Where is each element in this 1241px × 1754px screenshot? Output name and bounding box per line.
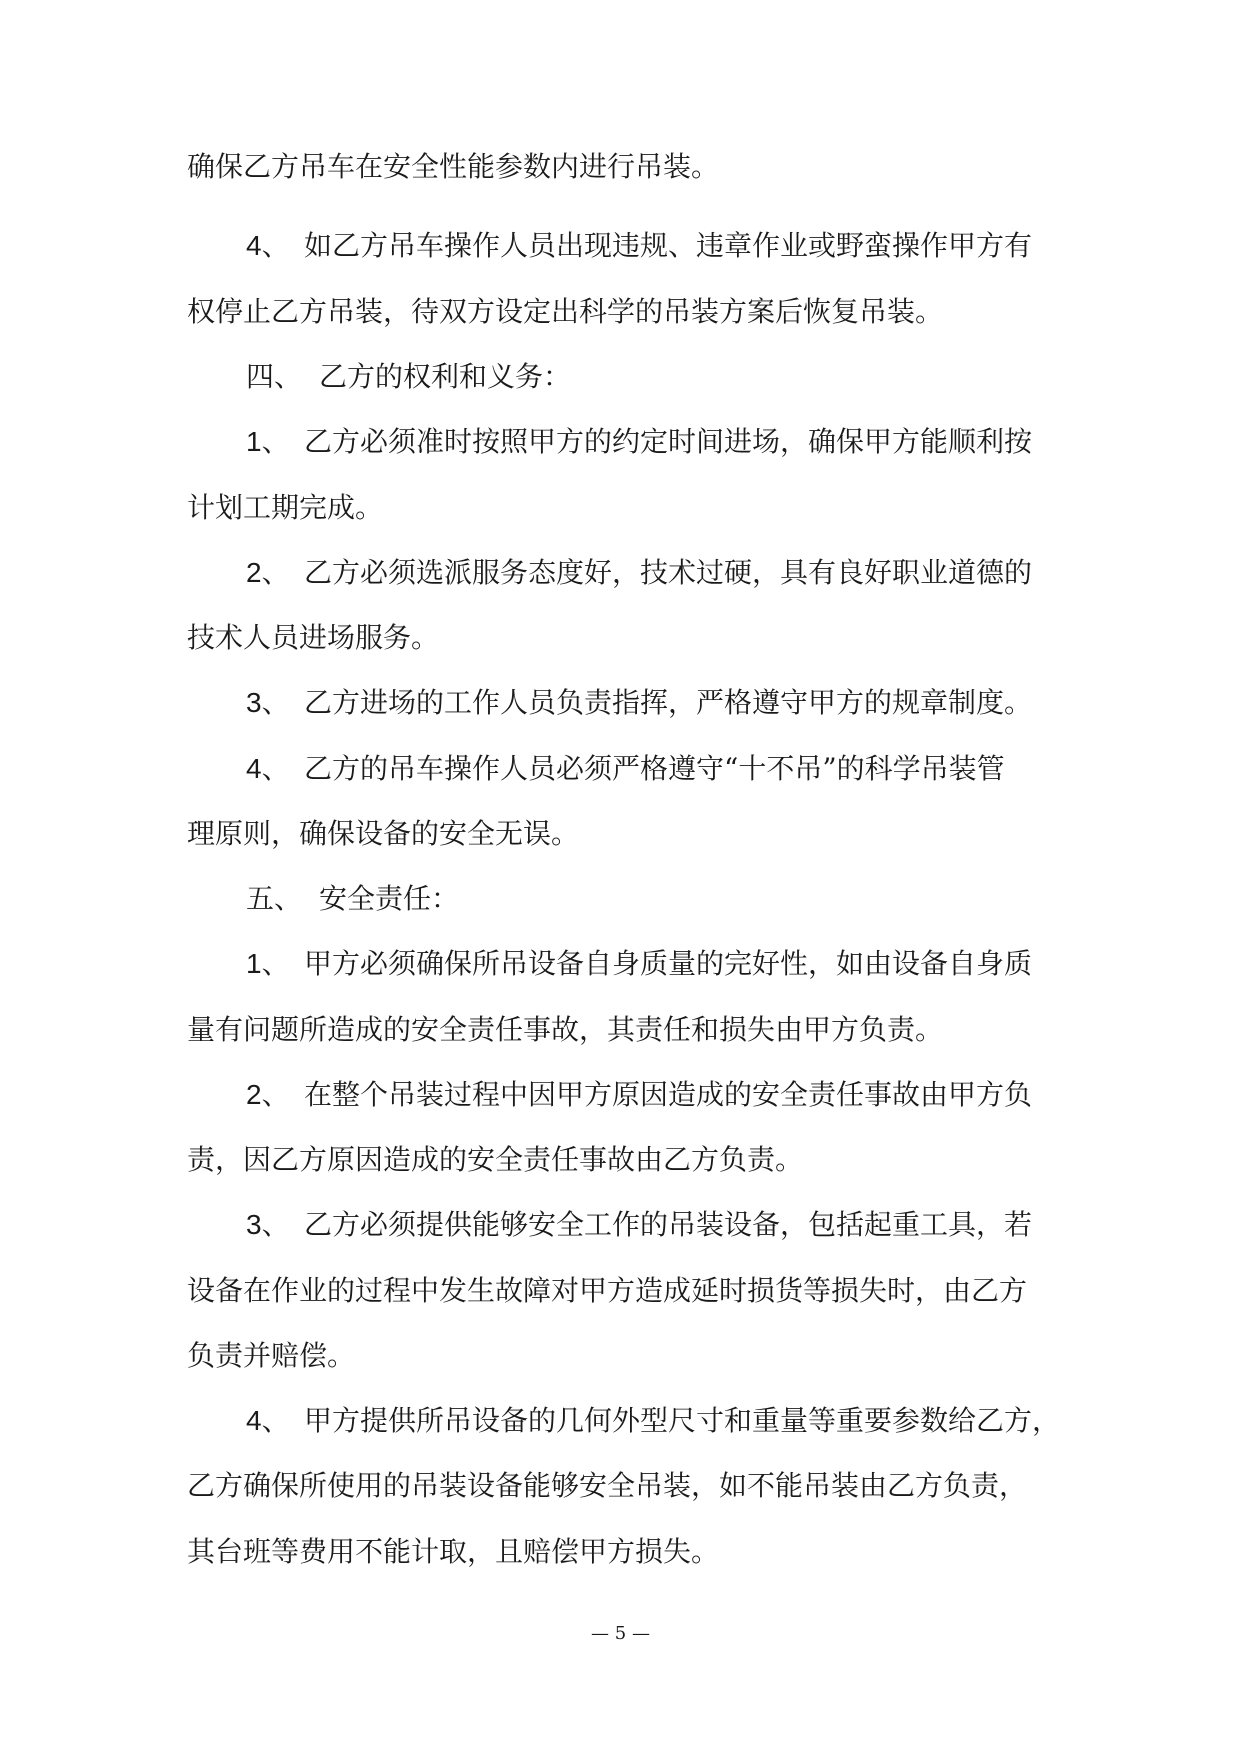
line-text: 其台班等费用不能计取，且赔偿甲方损失。 <box>187 1535 720 1568</box>
line-text: 如乙方吊车操作人员出现违规、违章作业或野蛮操作甲方有 <box>304 229 1033 262</box>
line-text: 权停止乙方吊装，待双方设定出科学的吊装方案后恢复吊装。 <box>187 295 944 328</box>
item-number: 2、 <box>246 1079 290 1110</box>
text-line <box>187 490 383 526</box>
numbered-item <box>246 555 1032 591</box>
numbered-item <box>246 1207 1032 1243</box>
line-text: 量有问题所造成的安全责任事故，其责任和损失由甲方负责。 <box>187 1013 944 1046</box>
text-line <box>187 1142 803 1178</box>
text-line <box>187 1273 1027 1309</box>
text-line <box>187 1012 943 1048</box>
numbered-item <box>246 1077 1032 1113</box>
line-text: 乙方的吊车操作人员必须严格遵守“十不吊”的科学吊装管 <box>304 752 1005 785</box>
text-line <box>187 1338 355 1374</box>
line-text: 乙方必须选派服务态度好，技术过硬，具有良好职业道德的 <box>304 556 1033 589</box>
line-text: 在整个吊装过程中因甲方原因造成的安全责任事故由甲方负 <box>304 1078 1033 1111</box>
line-text: 计划工期完成。 <box>187 491 384 524</box>
numbered-item <box>246 228 1032 264</box>
item-number: 3、 <box>246 1209 290 1240</box>
text-line <box>187 294 943 330</box>
item-number: 1、 <box>246 426 290 457</box>
line-text: 设备在作业的过程中发生故障对甲方造成延时损货等损失时，由乙方 <box>187 1274 1028 1307</box>
section-number: 四、 <box>246 360 303 393</box>
item-number: 4、 <box>246 1405 290 1436</box>
item-number: 4、 <box>246 753 290 784</box>
text-line <box>187 1468 1027 1504</box>
line-text: 责，因乙方原因造成的安全责任事故由乙方负责。 <box>187 1143 804 1176</box>
text-line <box>187 1534 719 1570</box>
section-title: 乙方的权利和义务： <box>319 360 572 393</box>
numbered-item <box>246 946 1032 982</box>
text-line <box>187 620 439 656</box>
text-line <box>187 149 719 185</box>
line-text: 甲方必须确保所吊设备自身质量的完好性，如由设备自身质 <box>304 947 1033 980</box>
line-text: 乙方必须准时按照甲方的约定时间进场，确保甲方能顺利按 <box>304 425 1033 458</box>
page-number: — 5 — <box>591 1623 650 1644</box>
section-heading <box>246 359 571 395</box>
line-text: 甲方提供所吊设备的几何外型尺寸和重量等重要参数给乙方， <box>304 1404 1061 1437</box>
section-title: 安全责任： <box>319 882 460 915</box>
text-line <box>187 816 579 852</box>
numbered-item <box>246 1403 1060 1439</box>
numbered-item <box>246 685 1032 721</box>
section-number: 五、 <box>246 882 303 915</box>
item-number: 3、 <box>246 687 290 718</box>
numbered-item <box>246 424 1032 460</box>
line-text: 乙方确保所使用的吊装设备能够安全吊装，如不能吊装由乙方负责， <box>187 1469 1028 1502</box>
item-number: 4、 <box>246 230 290 261</box>
line-text: 乙方必须提供能够安全工作的吊装设备，包括起重工具，若 <box>304 1208 1033 1241</box>
line-text: 技术人员进场服务。 <box>187 621 440 654</box>
item-number: 1、 <box>246 948 290 979</box>
line-text: 乙方进场的工作人员负责指挥，严格遵守甲方的规章制度。 <box>304 686 1033 719</box>
line-text: 负责并赔偿。 <box>187 1339 356 1372</box>
section-heading <box>246 881 459 917</box>
line-text: 理原则，确保设备的安全无误。 <box>187 817 580 850</box>
numbered-item <box>246 751 1005 787</box>
line-text: 确保乙方吊车在安全性能参数内进行吊装。 <box>187 150 720 183</box>
item-number: 2、 <box>246 557 290 588</box>
